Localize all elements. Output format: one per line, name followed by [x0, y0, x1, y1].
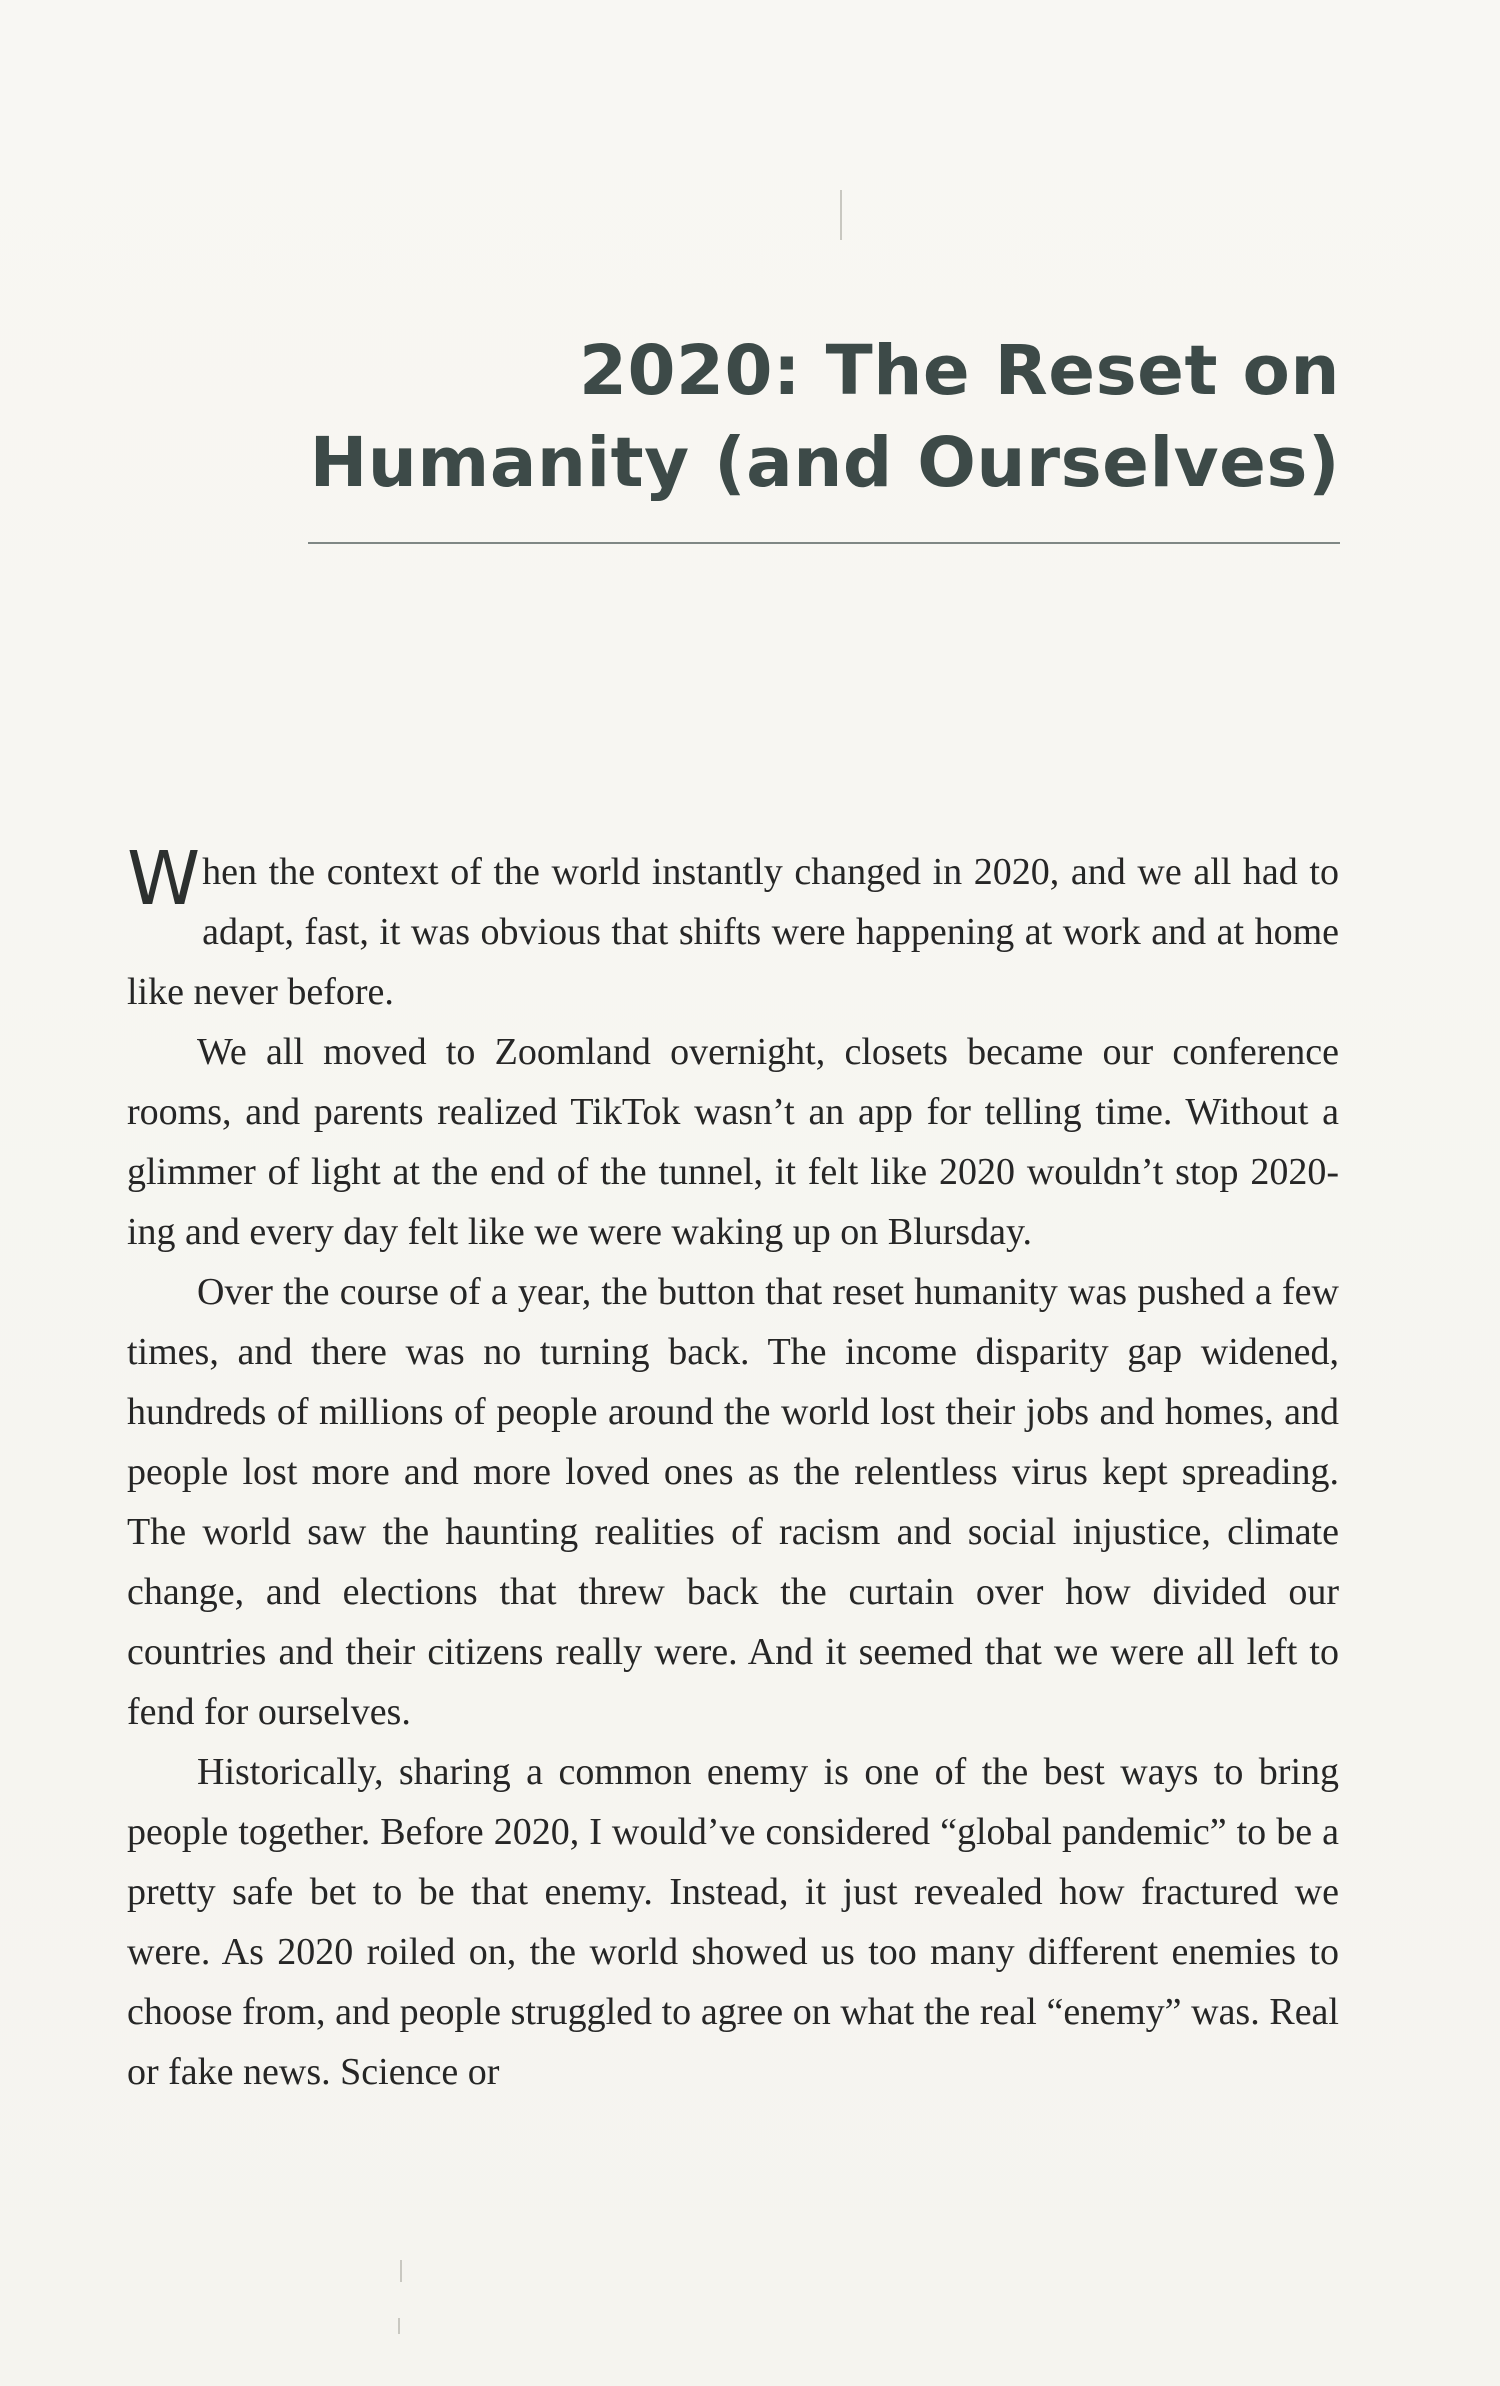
scan-mark: [398, 2318, 400, 2334]
paragraph-1: [127, 836, 1339, 1022]
paragraph-3: Over the course of a year, the button that reset humanity was pushed a few times, and there was no turning back. The income disparity gap widened, hundreds of millions of people around the world lost their jobs and homes, and people lost more and more loved ones as the relentless virus kept spreading. The world saw the haunting realities of racism and social injustice, climate change, and elections that threw back the curtain over how divided our countries and their citizens really were. And it seemed that we were all left to fend for ourselves.: [127, 1271, 1339, 1733]
chapter-title: [240, 325, 1340, 509]
paragraph-1-text: hen the context of the world instantly changed in 2020, and we all had to adapt, fast, it was obvious that shifts were happening at work and at home like never before.: [127, 851, 1339, 1013]
drop-cap: W: [127, 836, 201, 922]
title-divider: [308, 542, 1340, 544]
scan-mark: [400, 2260, 402, 2282]
chapter-title-line-2: Humanity (and Ourselves): [309, 423, 1340, 503]
scan-mark: [840, 190, 842, 240]
paragraph-4: Historically, sharing a common enemy is one of the best ways to bring people together. Before 2020, I would’ve considered “global pandemic” to be a pretty safe bet to be that enemy. Instead, it just revealed how fractured we were. As 2020 roiled on, the world showed us too many different enemies to choose from, and people struggled to agree on what the real “enemy” was. Real or fake news. Science or: [127, 1751, 1339, 2093]
chapter-title-line-1: 2020: The Reset on: [579, 331, 1340, 411]
paragraph-2: We all moved to Zoomland overnight, closets became our conference rooms, and parents realized TikTok wasn’t an app for telling time. Without a glimmer of light at the end of the tunnel, it felt like 2020 wouldn’t stop 2020-ing and every day felt like we were waking up on Blursday.: [127, 1031, 1339, 1253]
chapter-body: [127, 836, 1339, 2102]
